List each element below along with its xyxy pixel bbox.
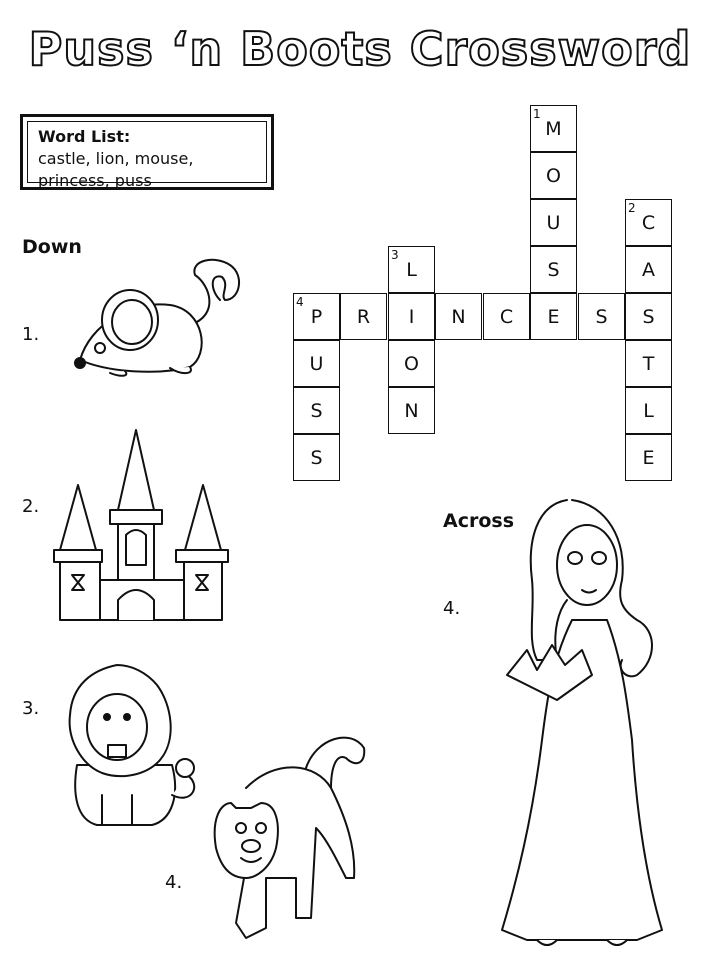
grid-cell[interactable]: R [340, 293, 387, 340]
grid-cell[interactable]: U [293, 340, 340, 387]
cat-illustration [206, 728, 371, 952]
grid-cell[interactable]: N [435, 293, 482, 340]
grid-cell[interactable]: S [293, 434, 340, 481]
down-clue-2-number: 2. [22, 496, 40, 517]
word-list-line-2: princess, puss [38, 171, 152, 190]
grid-cell[interactable]: T [625, 340, 672, 387]
grid-cell[interactable]: A [625, 246, 672, 293]
grid-cell[interactable]: S [625, 293, 672, 340]
down-heading: Down [22, 236, 82, 258]
grid-cell[interactable]: O [388, 340, 435, 387]
grid-cell[interactable]: N [388, 387, 435, 434]
across-heading: Across [443, 510, 515, 532]
grid-cell[interactable]: I [388, 293, 435, 340]
word-list-box [20, 114, 274, 190]
grid-cell[interactable]: U [530, 199, 577, 246]
across-clue-4-number: 4. [443, 598, 461, 619]
grid-cell[interactable]: S [530, 246, 577, 293]
lion-illustration [62, 665, 202, 839]
grid-cell[interactable]: E [530, 293, 577, 340]
word-list-line-1: castle, lion, mouse, [38, 149, 194, 168]
down-clue-4-number: 4. [165, 872, 183, 893]
grid-cell[interactable]: O [530, 152, 577, 199]
castle-illustration [48, 430, 248, 629]
down-clue-3-number: 3. [22, 698, 40, 719]
down-clue-1-number: 1. [22, 324, 40, 345]
grid-cell[interactable]: L [625, 387, 672, 434]
grid-cell[interactable]: 3 L [388, 246, 435, 293]
grid-cell[interactable]: 1 M [530, 105, 577, 152]
word-list-heading: Word List: [38, 127, 131, 146]
grid-cell[interactable]: E [625, 434, 672, 481]
grid-cell[interactable]: 2 C [625, 199, 672, 246]
grid-cell[interactable]: 4 P [293, 293, 340, 340]
princess-illustration [497, 500, 667, 954]
page-title: Puss ‘n Boots Crossword [28, 22, 692, 76]
mouse-illustration [70, 255, 250, 389]
grid-cell[interactable]: C [483, 293, 530, 340]
grid-cell[interactable]: S [578, 293, 625, 340]
grid-cell[interactable]: S [293, 387, 340, 434]
